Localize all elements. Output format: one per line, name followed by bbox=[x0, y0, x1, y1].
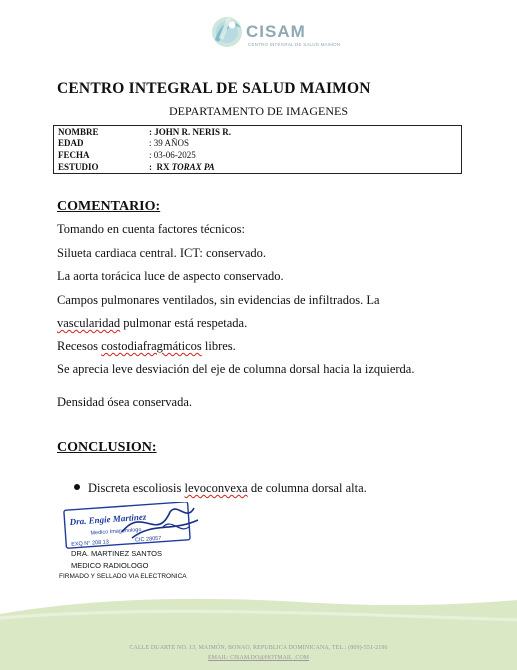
stamp-exq: EXQ N° 208 13 bbox=[71, 539, 110, 548]
comentario-line-2: Silueta cardiaca central. ICT: conservado. bbox=[57, 246, 267, 260]
comentario-line-3: La aorta torácica luce de aspecto conservado. bbox=[57, 269, 284, 283]
signature-title: MEDICO RADIOLOGO bbox=[71, 561, 149, 570]
footer-address: CALLE DUARTE NO. 13, MAIMÓN, BONAO, REPUBLICA DOMINICANA, TEL.: (809)-551-2196 bbox=[129, 645, 388, 651]
conclusion-post: de columna dorsal alta. bbox=[247, 481, 367, 495]
organization-title: CENTRO INTEGRAL DE SALUD MAIMON bbox=[57, 80, 371, 97]
comentario-line-5 bbox=[57, 316, 247, 331]
spellcheck-word: costodiafragmáticos bbox=[101, 339, 202, 353]
conclusion-item bbox=[88, 481, 367, 496]
signature-note: FIRMADO Y SELLADO VIA ELECTRONICA bbox=[59, 573, 187, 580]
stamp-role: Medico Imagenologo bbox=[90, 527, 142, 537]
comentario-line-6 bbox=[57, 339, 236, 354]
patient-row-name bbox=[58, 127, 458, 138]
comentario-line-7: Se aprecia leve desviación del eje de columna dorsal hacia la izquierda. bbox=[57, 362, 415, 376]
signature-name: DRA. MARTINEZ SANTOS bbox=[71, 549, 162, 558]
date-value: : 03-06-2025 bbox=[149, 150, 196, 160]
comentario-line-4: Campos pulmonares ventilados, sin evidencias de infiltrados. La bbox=[57, 293, 380, 307]
comentario-line-1: Tomando en cuenta factores técnicos: bbox=[57, 222, 245, 236]
comentario-heading: COMENTARIO: bbox=[57, 199, 161, 214]
comentario-line-8: Densidad ósea conservada. bbox=[57, 395, 193, 409]
study-label: ESTUDIO bbox=[58, 162, 99, 172]
department-title: DEPARTAMENTO DE IMAGENES bbox=[169, 104, 348, 118]
line-6-pre: Recesos bbox=[57, 339, 102, 353]
date-label: FECHA bbox=[58, 150, 90, 160]
stamp-name: Dra. Engie Martinez bbox=[69, 511, 147, 527]
spellcheck-word: levoconvexa bbox=[184, 481, 248, 495]
spellcheck-word: vascularidad bbox=[57, 316, 121, 330]
logo-name: CISAM bbox=[246, 22, 306, 41]
patient-row-age bbox=[58, 138, 458, 149]
study-value-prefix: : RX bbox=[149, 162, 172, 172]
logo-subtitle: CENTRO INTEGRAL DE SALUD MAIMON bbox=[248, 42, 341, 47]
patient-row-study bbox=[58, 162, 458, 173]
conclusion-pre: Discreta escoliosis bbox=[88, 481, 185, 495]
stamp-code: CIC 28057 bbox=[134, 535, 162, 544]
study-value-name: TORAX PA bbox=[171, 162, 215, 172]
age-label: EDAD bbox=[58, 138, 84, 148]
signature-stamp-icon bbox=[62, 502, 202, 550]
bullet-icon bbox=[74, 484, 80, 490]
line-6-post: libres. bbox=[201, 339, 236, 353]
footer-email[interactable]: EMAIL: CISAM.DO@HOTMAIL .COM bbox=[208, 655, 309, 661]
study-value bbox=[149, 162, 215, 173]
name-label: NOMBRE bbox=[58, 127, 99, 137]
name-value: : JOHN R. NERIS R. bbox=[149, 127, 232, 137]
age-value: : 39 AÑOS bbox=[149, 138, 190, 148]
line-5-rest: pulmonar está respetada. bbox=[120, 316, 248, 330]
patient-row-date bbox=[58, 150, 458, 161]
conclusion-heading: CONCLUSION: bbox=[57, 440, 157, 455]
patient-info-box bbox=[53, 125, 462, 174]
